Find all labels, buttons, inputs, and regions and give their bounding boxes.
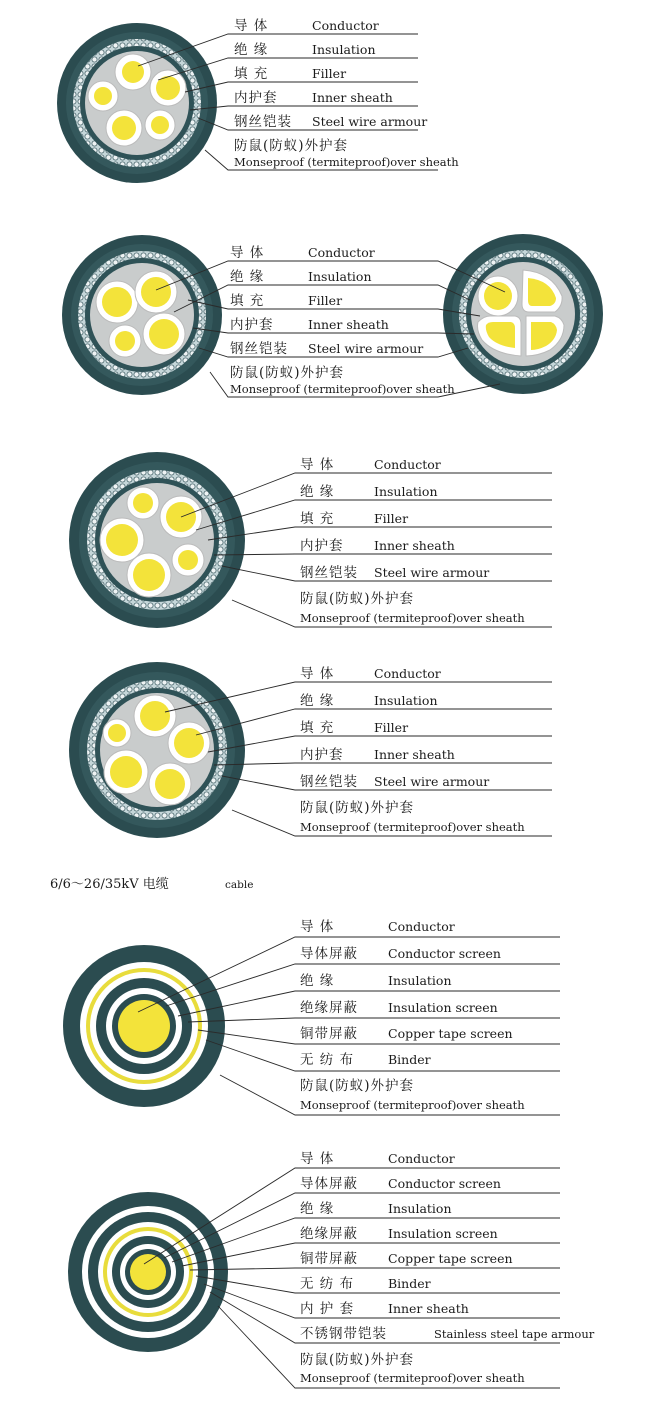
- cable-diagram-2: [62, 234, 603, 397]
- label-zh: 防鼠(防蚁)外护套: [234, 138, 349, 154]
- label-zh: 绝缘屏蔽: [300, 1226, 358, 1242]
- label-en: Filler: [374, 720, 409, 735]
- section-heading: [50, 876, 253, 892]
- label-zh: 不锈钢带铠装: [300, 1326, 387, 1342]
- conductor-core: [115, 54, 151, 90]
- label-en: Steel wire armour: [312, 114, 428, 129]
- conductor-core: [100, 518, 144, 562]
- label-en: Monseproof (termiteproof)over sheath: [230, 382, 455, 396]
- cable-diagram-3: [69, 452, 552, 628]
- label-en: Conductor screen: [388, 946, 501, 961]
- label-zh: 防鼠(防蚁)外护套: [300, 800, 415, 816]
- label-en: Monseproof (termiteproof)over sheath: [300, 820, 525, 834]
- label-zh: 填 充: [300, 720, 335, 736]
- label-en: Binder: [388, 1052, 431, 1067]
- label-en: Insulation: [312, 42, 376, 57]
- label-en: Insulation screen: [388, 1226, 498, 1241]
- label-zh: 防鼠(防蚁)外护套: [300, 1078, 415, 1094]
- label-en: Steel wire armour: [374, 774, 490, 789]
- label-en: Inner sheath: [308, 317, 389, 332]
- conductor: [118, 1000, 170, 1052]
- label-zh: 钢丝铠装: [300, 565, 358, 581]
- label-zh: 铜带屏蔽: [300, 1251, 358, 1267]
- label-zh: 防鼠(防蚁)外护套: [300, 591, 415, 607]
- cable-cross-section-6: [68, 1192, 228, 1352]
- label-zh: 填 充: [300, 511, 335, 527]
- label-zh: 内护套: [234, 90, 278, 106]
- conductor: [130, 1254, 166, 1290]
- label-en: Inner sheath: [312, 90, 393, 105]
- label-en: Conductor: [312, 18, 379, 33]
- label-zh: 防鼠(防蚁)外护套: [230, 365, 345, 381]
- label-en: Steel wire armour: [308, 341, 424, 356]
- label-zh: 绝 缘: [234, 42, 269, 58]
- conductor-core: [109, 325, 141, 357]
- cable-diagram-5: [63, 918, 560, 1115]
- label-list: [230, 244, 455, 396]
- label-en: Filler: [308, 293, 343, 308]
- label-en: Insulation: [308, 269, 372, 284]
- label-en: Inner sheath: [374, 747, 455, 762]
- label-list: [300, 1150, 595, 1385]
- label-zh: 内护套: [300, 538, 344, 554]
- label-zh: 内护套: [230, 317, 274, 333]
- cable-cross-section-1: [57, 23, 217, 183]
- label-zh: 无 纺 布: [300, 1052, 355, 1068]
- section-title: 6/6～26/35kV 电缆: [50, 877, 169, 892]
- conductor-core: [149, 763, 191, 805]
- label-en: Conductor: [388, 1151, 455, 1166]
- label-en: Insulation: [374, 484, 438, 499]
- conductor-core: [135, 271, 177, 313]
- label-en: Monseproof (termiteproof)over sheath: [300, 611, 525, 625]
- conductor-core: [127, 553, 171, 597]
- label-en: Insulation: [374, 693, 438, 708]
- conductor-core: [103, 719, 131, 747]
- label-zh: 钢丝铠装: [230, 341, 288, 357]
- label-en: Insulation: [388, 1201, 452, 1216]
- cable-diagram-6: [68, 1150, 595, 1388]
- label-en: Conductor: [374, 457, 441, 472]
- label-zh: 填 充: [230, 293, 265, 309]
- label-zh: 绝 缘: [300, 693, 335, 709]
- cable-cross-section-5: [63, 945, 225, 1107]
- label-zh: 导 体: [300, 919, 335, 935]
- label-zh: 导 体: [300, 1151, 335, 1167]
- cable-diagram-4: [69, 662, 552, 838]
- label-en: Conductor: [308, 245, 375, 260]
- label-zh: 导体屏蔽: [300, 946, 358, 962]
- label-en: Monseproof (termiteproof)over sheath: [300, 1371, 525, 1385]
- label-en: Inner sheath: [374, 538, 455, 553]
- conductor-core: [143, 313, 185, 355]
- label-zh: 填 充: [234, 66, 269, 82]
- label-en: Conductor: [374, 666, 441, 681]
- label-zh: 绝 缘: [230, 269, 265, 285]
- label-zh: 绝 缘: [300, 1201, 335, 1217]
- label-en: Inner sheath: [388, 1301, 469, 1316]
- cable-diagram-1: [57, 17, 459, 183]
- conductor-core: [127, 487, 159, 519]
- label-zh: 内护套: [300, 747, 344, 763]
- label-zh: 绝缘屏蔽: [300, 1000, 358, 1016]
- label-en: Copper tape screen: [388, 1251, 513, 1266]
- label-en: Copper tape screen: [388, 1026, 513, 1041]
- label-zh: 导 体: [300, 666, 335, 682]
- cable-cross-section-3: [69, 452, 245, 628]
- label-list: [300, 918, 525, 1112]
- conductor-core: [172, 544, 204, 576]
- conductor-core: [168, 722, 210, 764]
- label-zh: 内 护 套: [300, 1301, 355, 1317]
- label-en: Insulation screen: [388, 1000, 498, 1015]
- label-zh: 防鼠(防蚁)外护套: [300, 1352, 415, 1368]
- label-zh: 导 体: [300, 457, 335, 473]
- label-zh: 导体屏蔽: [300, 1176, 358, 1192]
- label-en: Stainless steel tape armour: [434, 1327, 595, 1341]
- label-en: Monseproof (termiteproof)over sheath: [300, 1098, 525, 1112]
- conductor-core: [88, 81, 118, 111]
- label-en: Filler: [374, 511, 409, 526]
- conductor-core: [104, 750, 148, 794]
- label-list: [300, 456, 525, 625]
- conductor-core: [134, 695, 176, 737]
- label-list: [300, 665, 525, 834]
- label-en: Filler: [312, 66, 347, 81]
- label-en: Steel wire armour: [374, 565, 490, 580]
- conductor-core: [145, 110, 175, 140]
- label-zh: 钢丝铠装: [300, 774, 358, 790]
- cable-cross-section-2: [62, 235, 222, 395]
- conductor-core: [150, 70, 186, 106]
- label-en: Conductor: [388, 919, 455, 934]
- label-zh: 无 纺 布: [300, 1276, 355, 1292]
- section-subtitle: cable: [225, 879, 254, 891]
- label-en: Monseproof (termiteproof)over sheath: [234, 155, 459, 169]
- label-zh: 绝 缘: [300, 973, 335, 989]
- label-zh: 钢丝铠装: [234, 114, 292, 130]
- label-en: Insulation: [388, 973, 452, 988]
- label-en: Binder: [388, 1276, 431, 1291]
- label-list: [234, 17, 459, 169]
- label-zh: 导 体: [230, 245, 265, 261]
- label-en: Conductor screen: [388, 1176, 501, 1191]
- label-zh: 导 体: [234, 18, 269, 34]
- conductor-core: [106, 110, 142, 146]
- label-zh: 绝 缘: [300, 484, 335, 500]
- label-zh: 铜带屏蔽: [300, 1026, 358, 1042]
- conductor-core: [96, 281, 138, 323]
